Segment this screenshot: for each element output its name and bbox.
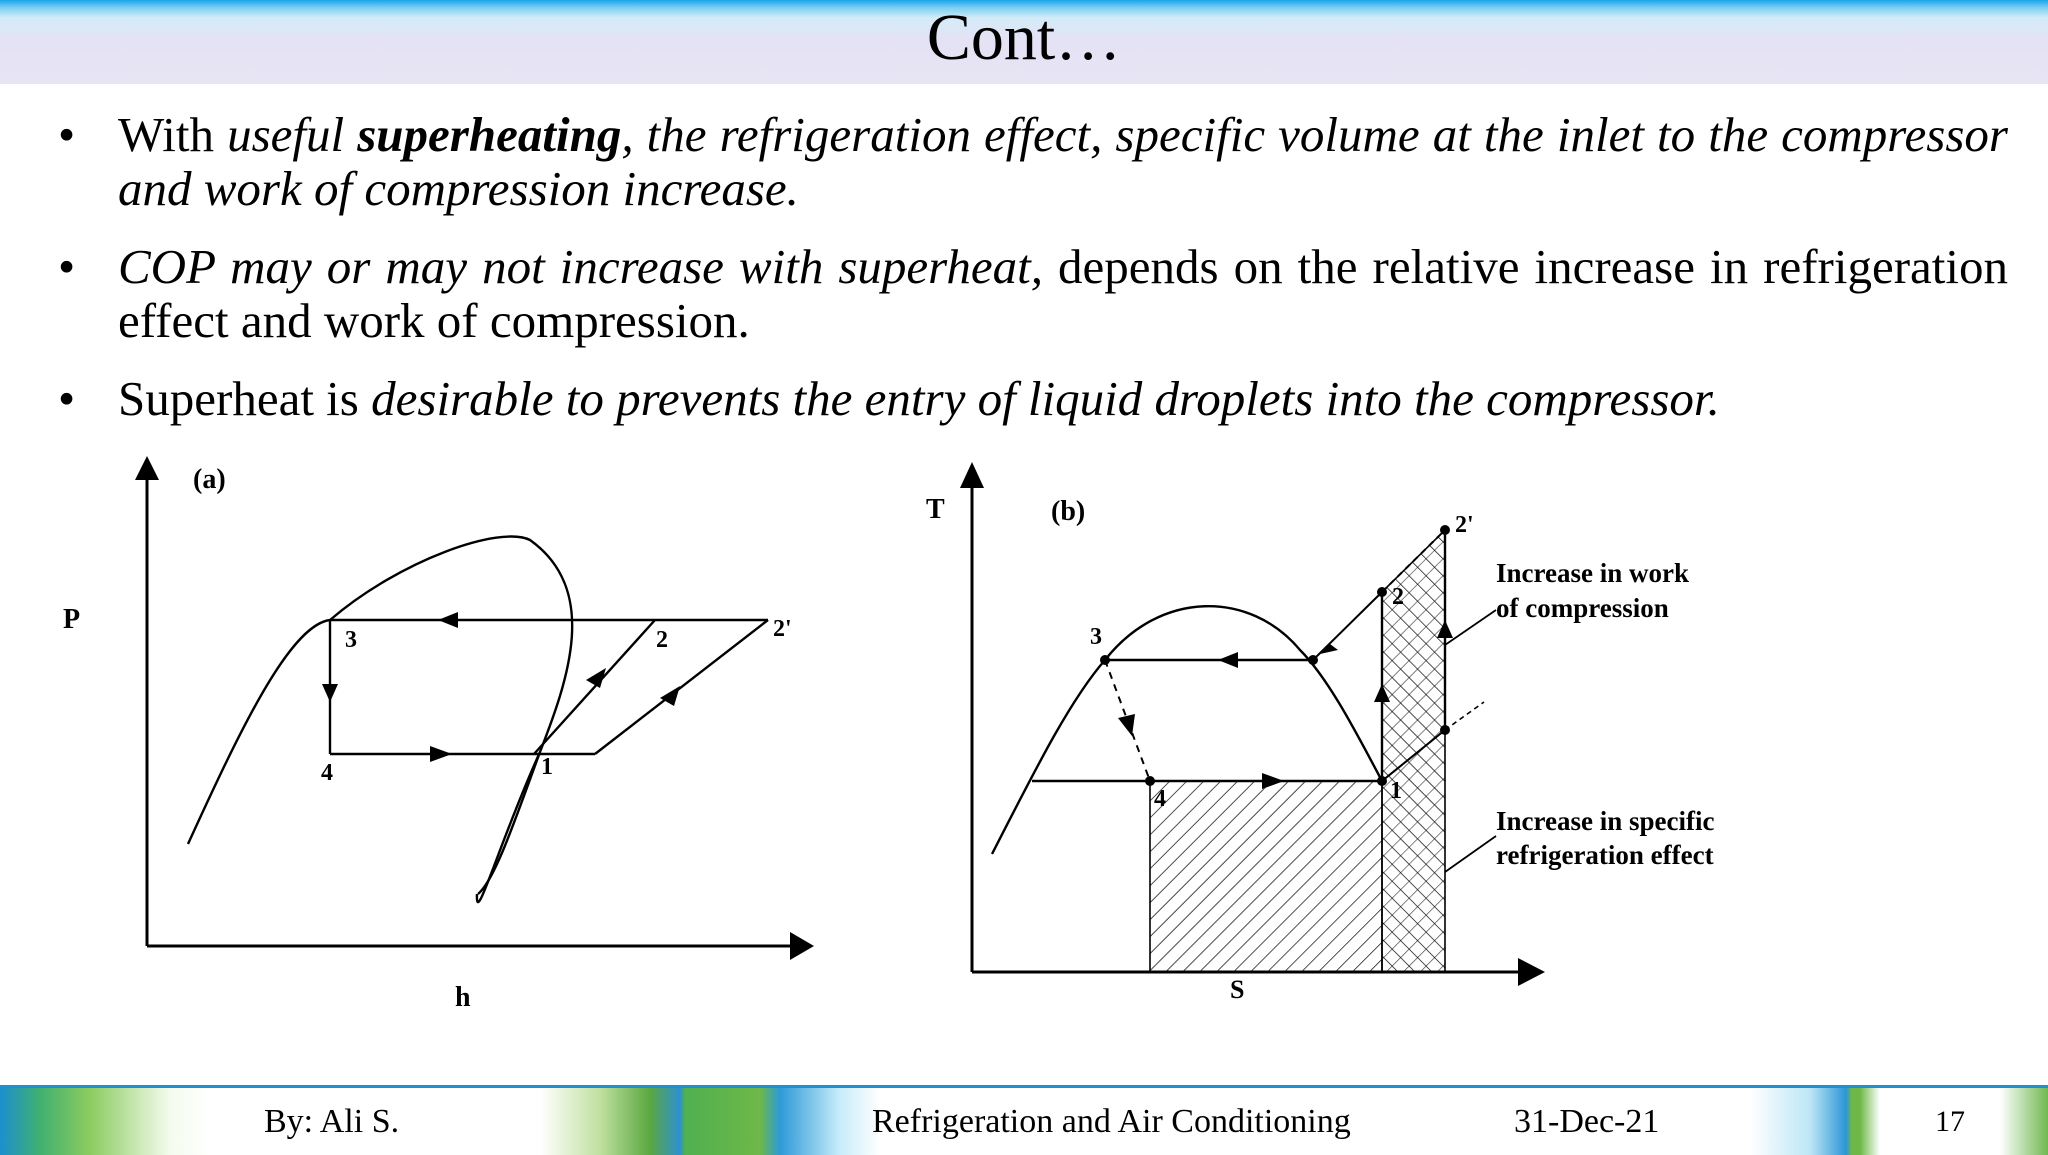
bullet-item (58, 240, 2008, 348)
bullet-list (58, 108, 2008, 450)
ts-arrow-down-left-icon (1320, 644, 1338, 654)
ph-arrow-down-icon (322, 684, 338, 702)
ph-arrow-up-icon (660, 686, 680, 706)
ts-point-3: 3 (1090, 624, 1102, 650)
ph-diagram (63, 456, 814, 1013)
ts-diagram (926, 462, 1714, 1004)
ph-axis-y-label: P (63, 604, 81, 635)
ts-label: (b) (1051, 496, 1086, 527)
ph-point-2prime: 2' (773, 616, 792, 642)
bullet-run: superheating (357, 107, 622, 162)
ts-work-leader-line (1445, 610, 1496, 645)
bullet-run: desirable to prevents the entry of liquid droplets into the compressor. (371, 371, 1720, 426)
ts-work-annotation: of compression (1496, 593, 1669, 623)
footer (0, 1085, 2048, 1155)
bullet-run: Superheat is (118, 371, 372, 426)
bullet-dot-icon: • (58, 239, 76, 294)
ts-point-2prime: 2' (1455, 512, 1474, 538)
bullet-run: useful (227, 107, 358, 162)
ph-saturation-dome (188, 537, 572, 903)
footer-author: By: Ali S. (264, 1103, 400, 1140)
bullet-item (58, 372, 2008, 426)
ts-work-annotation: Increase in work (1496, 558, 1689, 588)
ts-refrig-annotation: Increase in specific (1496, 806, 1715, 836)
ts-refrig-leader-line (1445, 836, 1496, 872)
bullet-run: With (118, 107, 228, 162)
ts-point-dot (1377, 776, 1387, 786)
ts-point-dot (1308, 655, 1318, 665)
ph-arrow-left-icon (438, 612, 458, 628)
footer-page-number: 17 (1935, 1105, 1965, 1138)
ph-label: (a) (193, 464, 226, 495)
ph-compression-line (534, 620, 655, 754)
ts-desuperheat-line (1313, 592, 1382, 660)
ts-axis-x-label: S (1230, 975, 1245, 1004)
ts-arrow-left-icon (1218, 652, 1238, 668)
ph-point-1: 1 (541, 754, 553, 780)
ts-arrow-down-icon (1118, 714, 1135, 736)
bullet-dot-icon: • (58, 107, 76, 162)
ts-refrig-annotation: refrigeration effect (1496, 840, 1714, 870)
ts-point-dot (1440, 525, 1450, 535)
thermo-diagrams (0, 440, 2048, 1080)
ph-point-3: 3 (345, 627, 357, 653)
footer-date: 31-Dec-21 (1514, 1103, 1660, 1140)
ts-y-arrow-icon (960, 462, 984, 488)
ph-point-4: 4 (321, 760, 333, 786)
bullet-dot-icon: • (58, 371, 76, 426)
ts-axis-y-label: T (926, 494, 945, 525)
ph-axis-x-label: h (455, 982, 471, 1013)
ts-point-dot (1440, 725, 1450, 735)
ph-point-2: 2 (656, 627, 668, 653)
bullet-run: COP may or may not increase with superheat, (118, 239, 1059, 294)
footer-course: Refrigeration and Air Conditioning (872, 1103, 1351, 1140)
ph-x-arrow-icon (790, 932, 814, 960)
ts-dash-extension (1445, 702, 1484, 730)
ph-arrow-right-icon (430, 746, 452, 762)
bullet-item (58, 108, 2008, 216)
ts-point-1: 1 (1390, 778, 1402, 804)
ts-point-2: 2 (1392, 584, 1404, 610)
bullet-run: depends on the relative increase in refrigeration effect and work of compression. (118, 239, 2008, 348)
ts-point-4: 4 (1154, 786, 1166, 812)
ph-arrow-up-icon (586, 668, 606, 688)
ph-superheat-compression-line (595, 620, 768, 754)
ts-refrig-area (1150, 781, 1382, 972)
slide-title: Cont… (926, 1, 1122, 74)
ts-point-dot (1100, 655, 1110, 665)
ts-point-dot (1145, 776, 1155, 786)
ts-point-dot (1377, 587, 1387, 597)
ts-x-arrow-icon (1518, 958, 1545, 986)
ph-y-arrow-icon (135, 456, 159, 480)
bullet-run: , the refrigeration effect, specific volume at the inlet to the compressor and work of compression increase. (118, 107, 2009, 216)
